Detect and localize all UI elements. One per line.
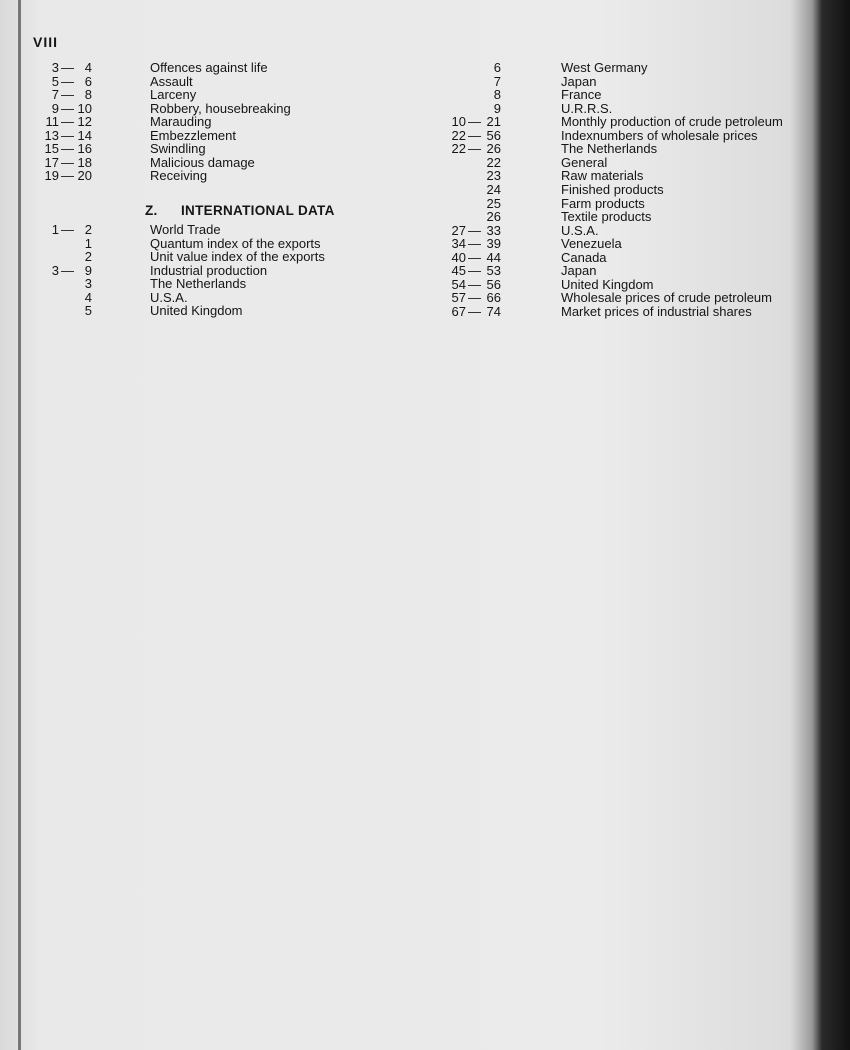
dash: —	[61, 222, 74, 237]
page-from: 9	[51, 100, 59, 116]
page-to: 22	[486, 154, 501, 170]
index-entry	[0, 142, 820, 156]
dash: —	[468, 276, 481, 292]
section-letter: Z.	[145, 203, 158, 218]
page-to: 74	[486, 303, 501, 319]
page-number: VIII	[33, 34, 59, 50]
dash: —	[468, 236, 481, 252]
index-entry	[0, 183, 820, 197]
entry-label: West Germany	[561, 60, 648, 75]
entry-label: Swindling	[150, 141, 206, 157]
page-to: 2	[84, 249, 92, 265]
dash: —	[61, 100, 74, 116]
index-entry	[0, 251, 820, 265]
entry-label: The Netherlands	[150, 276, 247, 292]
dash: —	[468, 263, 481, 279]
page-to: 12	[77, 114, 92, 130]
dash: —	[468, 290, 481, 306]
page-to: 6	[84, 73, 92, 89]
page-from: 17	[44, 154, 59, 170]
entry-label: Market prices of industrial shares	[561, 303, 752, 319]
entry-label: Assault	[150, 73, 193, 89]
index-entry	[0, 156, 820, 170]
page-from: 11	[45, 114, 59, 130]
page-to: 33	[486, 222, 501, 238]
entry-label: Larceny	[150, 87, 197, 103]
index-entry	[0, 305, 820, 319]
dash: —	[61, 87, 74, 103]
entry-label: World Trade	[150, 222, 221, 237]
page-from: 3	[51, 262, 59, 278]
page-to: 6	[493, 60, 501, 75]
page-to: 24	[486, 181, 501, 197]
page-from: 45	[451, 263, 466, 279]
page-to: 9	[84, 262, 92, 278]
page-to: 8	[84, 87, 92, 103]
dash: —	[468, 114, 481, 130]
page-from: 27	[451, 222, 466, 238]
page-to: 4	[84, 289, 92, 305]
page-to: 21	[486, 114, 501, 130]
index-entry	[0, 169, 820, 183]
entry-label: United Kingdom	[150, 303, 243, 319]
page-from: 19	[44, 168, 59, 184]
page-from: 22	[451, 141, 466, 157]
index-entry	[0, 197, 820, 211]
entry-label: United Kingdom	[561, 276, 654, 292]
index-entry	[0, 210, 820, 224]
dash: —	[468, 303, 481, 319]
entry-label: Wholesale prices of crude petroleum	[561, 290, 772, 306]
page-to: 2	[84, 222, 92, 237]
page-from: 15	[44, 141, 59, 157]
page-to: 4	[84, 60, 92, 75]
entry-label: Malicious damage	[150, 154, 255, 170]
entry-label: Industrial production	[150, 262, 268, 278]
page-to: 3	[84, 276, 92, 292]
entry-label: Farm products	[561, 195, 645, 211]
dash: —	[468, 127, 481, 143]
index-entry	[0, 61, 820, 75]
page-to: 14	[77, 127, 92, 143]
entry-label: Venezuela	[561, 236, 622, 252]
page-to: 9	[493, 100, 501, 116]
index-entry	[0, 75, 820, 89]
page-from: 1	[51, 222, 59, 237]
page-to: 20	[77, 168, 92, 184]
entry-label: Unit value index of the exports	[150, 249, 325, 265]
page-to: 23	[486, 168, 501, 184]
page-from: 22	[451, 127, 466, 143]
section-title: INTERNATIONAL DATA	[181, 203, 335, 218]
entry-label: Receiving	[150, 168, 208, 184]
page-to: 56	[486, 276, 501, 292]
page-to: 53	[486, 263, 501, 279]
dash: —	[61, 168, 74, 184]
page-to: 44	[486, 249, 501, 265]
page-to: 5	[84, 303, 92, 319]
page-to: 26	[486, 209, 501, 225]
page-from: 7	[51, 87, 59, 103]
page-from: 34	[451, 236, 466, 252]
dash: —	[61, 60, 74, 75]
entry-label: The Netherlands	[561, 141, 658, 157]
dash: —	[61, 141, 74, 157]
page-from: 54	[451, 276, 466, 292]
entry-label: Robbery, housebreaking	[150, 100, 291, 116]
page-to: 56	[486, 127, 501, 143]
entry-label: France	[561, 87, 602, 103]
entry-label: Marauding	[150, 114, 212, 130]
entry-label: Finished products	[561, 181, 664, 197]
page-from: 13	[44, 127, 59, 143]
entry-label: Raw materials	[561, 168, 644, 184]
dash: —	[468, 141, 481, 157]
page-to: 1	[84, 235, 92, 251]
page-to: 7	[493, 73, 501, 89]
dash: —	[61, 262, 74, 278]
page-to: 18	[77, 154, 92, 170]
entry-label: U.S.A.	[561, 222, 599, 238]
dash: —	[468, 222, 481, 238]
page-from: 67	[451, 303, 466, 319]
page-from: 5	[51, 73, 59, 89]
page-from: 10	[451, 114, 466, 130]
page-to: 25	[486, 195, 501, 211]
page-from: 3	[51, 60, 59, 75]
index-entry	[0, 88, 820, 102]
page-to: 10	[77, 100, 92, 116]
entry-label: Canada	[561, 249, 607, 265]
index-entry	[0, 237, 820, 251]
dash: —	[61, 127, 74, 143]
page-from: 57	[451, 290, 466, 306]
entry-label: U.S.A.	[150, 289, 188, 305]
page-to: 16	[77, 141, 92, 157]
entry-label: Textile products	[561, 209, 652, 225]
dash: —	[61, 73, 74, 89]
index-entry	[0, 224, 820, 238]
dash: —	[61, 154, 74, 170]
page-to: 26	[486, 141, 501, 157]
page-to: 66	[486, 290, 501, 306]
entry-label: Quantum index of the exports	[150, 235, 321, 251]
entry-label: General	[561, 154, 608, 170]
entry-label: Monthly production of crude petroleum	[561, 114, 783, 130]
entry-label: Indexnumbers of wholesale prices	[561, 127, 758, 143]
page-from: 40	[451, 249, 466, 265]
entry-label: Embezzlement	[150, 127, 236, 143]
index-entry	[0, 129, 820, 143]
entry-label: U.R.R.S.	[561, 100, 613, 116]
dash: —	[61, 114, 74, 130]
page-to: 8	[493, 87, 501, 103]
entry-label: Japan	[561, 263, 597, 279]
index-entry	[0, 264, 820, 278]
entry-label: Japan	[561, 73, 597, 89]
entry-label: Offences against life	[150, 60, 268, 75]
page-to: 39	[486, 236, 501, 252]
dash: —	[468, 249, 481, 265]
